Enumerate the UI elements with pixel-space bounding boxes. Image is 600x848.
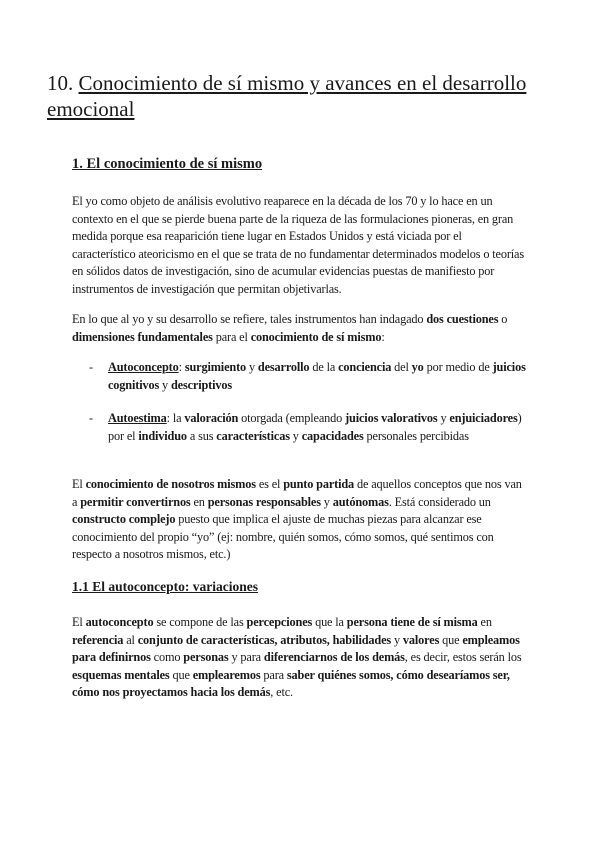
subsection-heading [72,578,258,596]
chapter-title: Conocimiento de sí mismo y avances en el desarrollo emocional [47,71,527,121]
list-bullet: - [89,360,93,374]
paragraph-intro: El yo como objeto de análisis evolutivo reaparece en la década de los 70 y lo hace en un contexto en el que se pierde buena parte de la riqueza de las formulaciones pioneras, en gran medida porque esa reaparición tiene lugar en Estados Unidos y está viciada por el característico ateoricismo en el que se trata de no fundamentar determinados modelos o teorías en sólidos datos de investigación, sino de acumular evidencias puestas de manifiesto por instrumentos de investigación que permitan objetivarlas. [72,194,524,296]
paragraph-autoconcepto: El autoconcepto se compone de las percepciones que la persona tiene de sí misma en referencia al conjunto de características, atributos, habilidades y valores que empleamos para definirnos como personas y para diferenciarnos de los demás, es decir, estos serán los esquemas mentales que emplearemos para saber quiénes somos, cómo desearíamos ser, cómo nos proyectamos hacia los demás, etc. [72,615,522,700]
section-title: 1. El conocimiento de sí mismo [72,156,263,172]
section-heading [72,154,262,174]
list-item-text: Autoestima: la valoración otorgada (empleando juicios valorativos y enjuiciadores) por el individuo a sus características y capacidades personales percibidas [108,411,522,443]
paragraph-self-knowledge: El conocimiento de nosotros mismos es el punto partida de aquellos conceptos que nos van a permitir convertirnos en personas responsables y autónomas. Está considerado un constructo complejo puesto que implica el ajuste de muchas piezas para alcanzar ese conocimiento del propio “yo” (ej: nombre, quién somos, cómo somos, qué sentimos con respecto a nosotros mismos, etc.) [72,477,522,562]
chapter-heading [47,70,567,122]
subsection-title: 1.1 El autoconcepto: variaciones [72,579,258,594]
list-bullet: - [89,411,93,425]
paragraph-dimensions: En lo que al yo y su desarrollo se refiere, tales instrumentos han indagado dos cuestiones o dimensiones fundamentales para el conocimiento de sí mismo: [72,312,508,344]
list-item-text: Autoconcepto: surgimiento y desarrollo de la conciencia del yo por medio de juicios cognitivos y descriptivos [108,360,526,392]
chapter-number: 10. [47,71,74,95]
